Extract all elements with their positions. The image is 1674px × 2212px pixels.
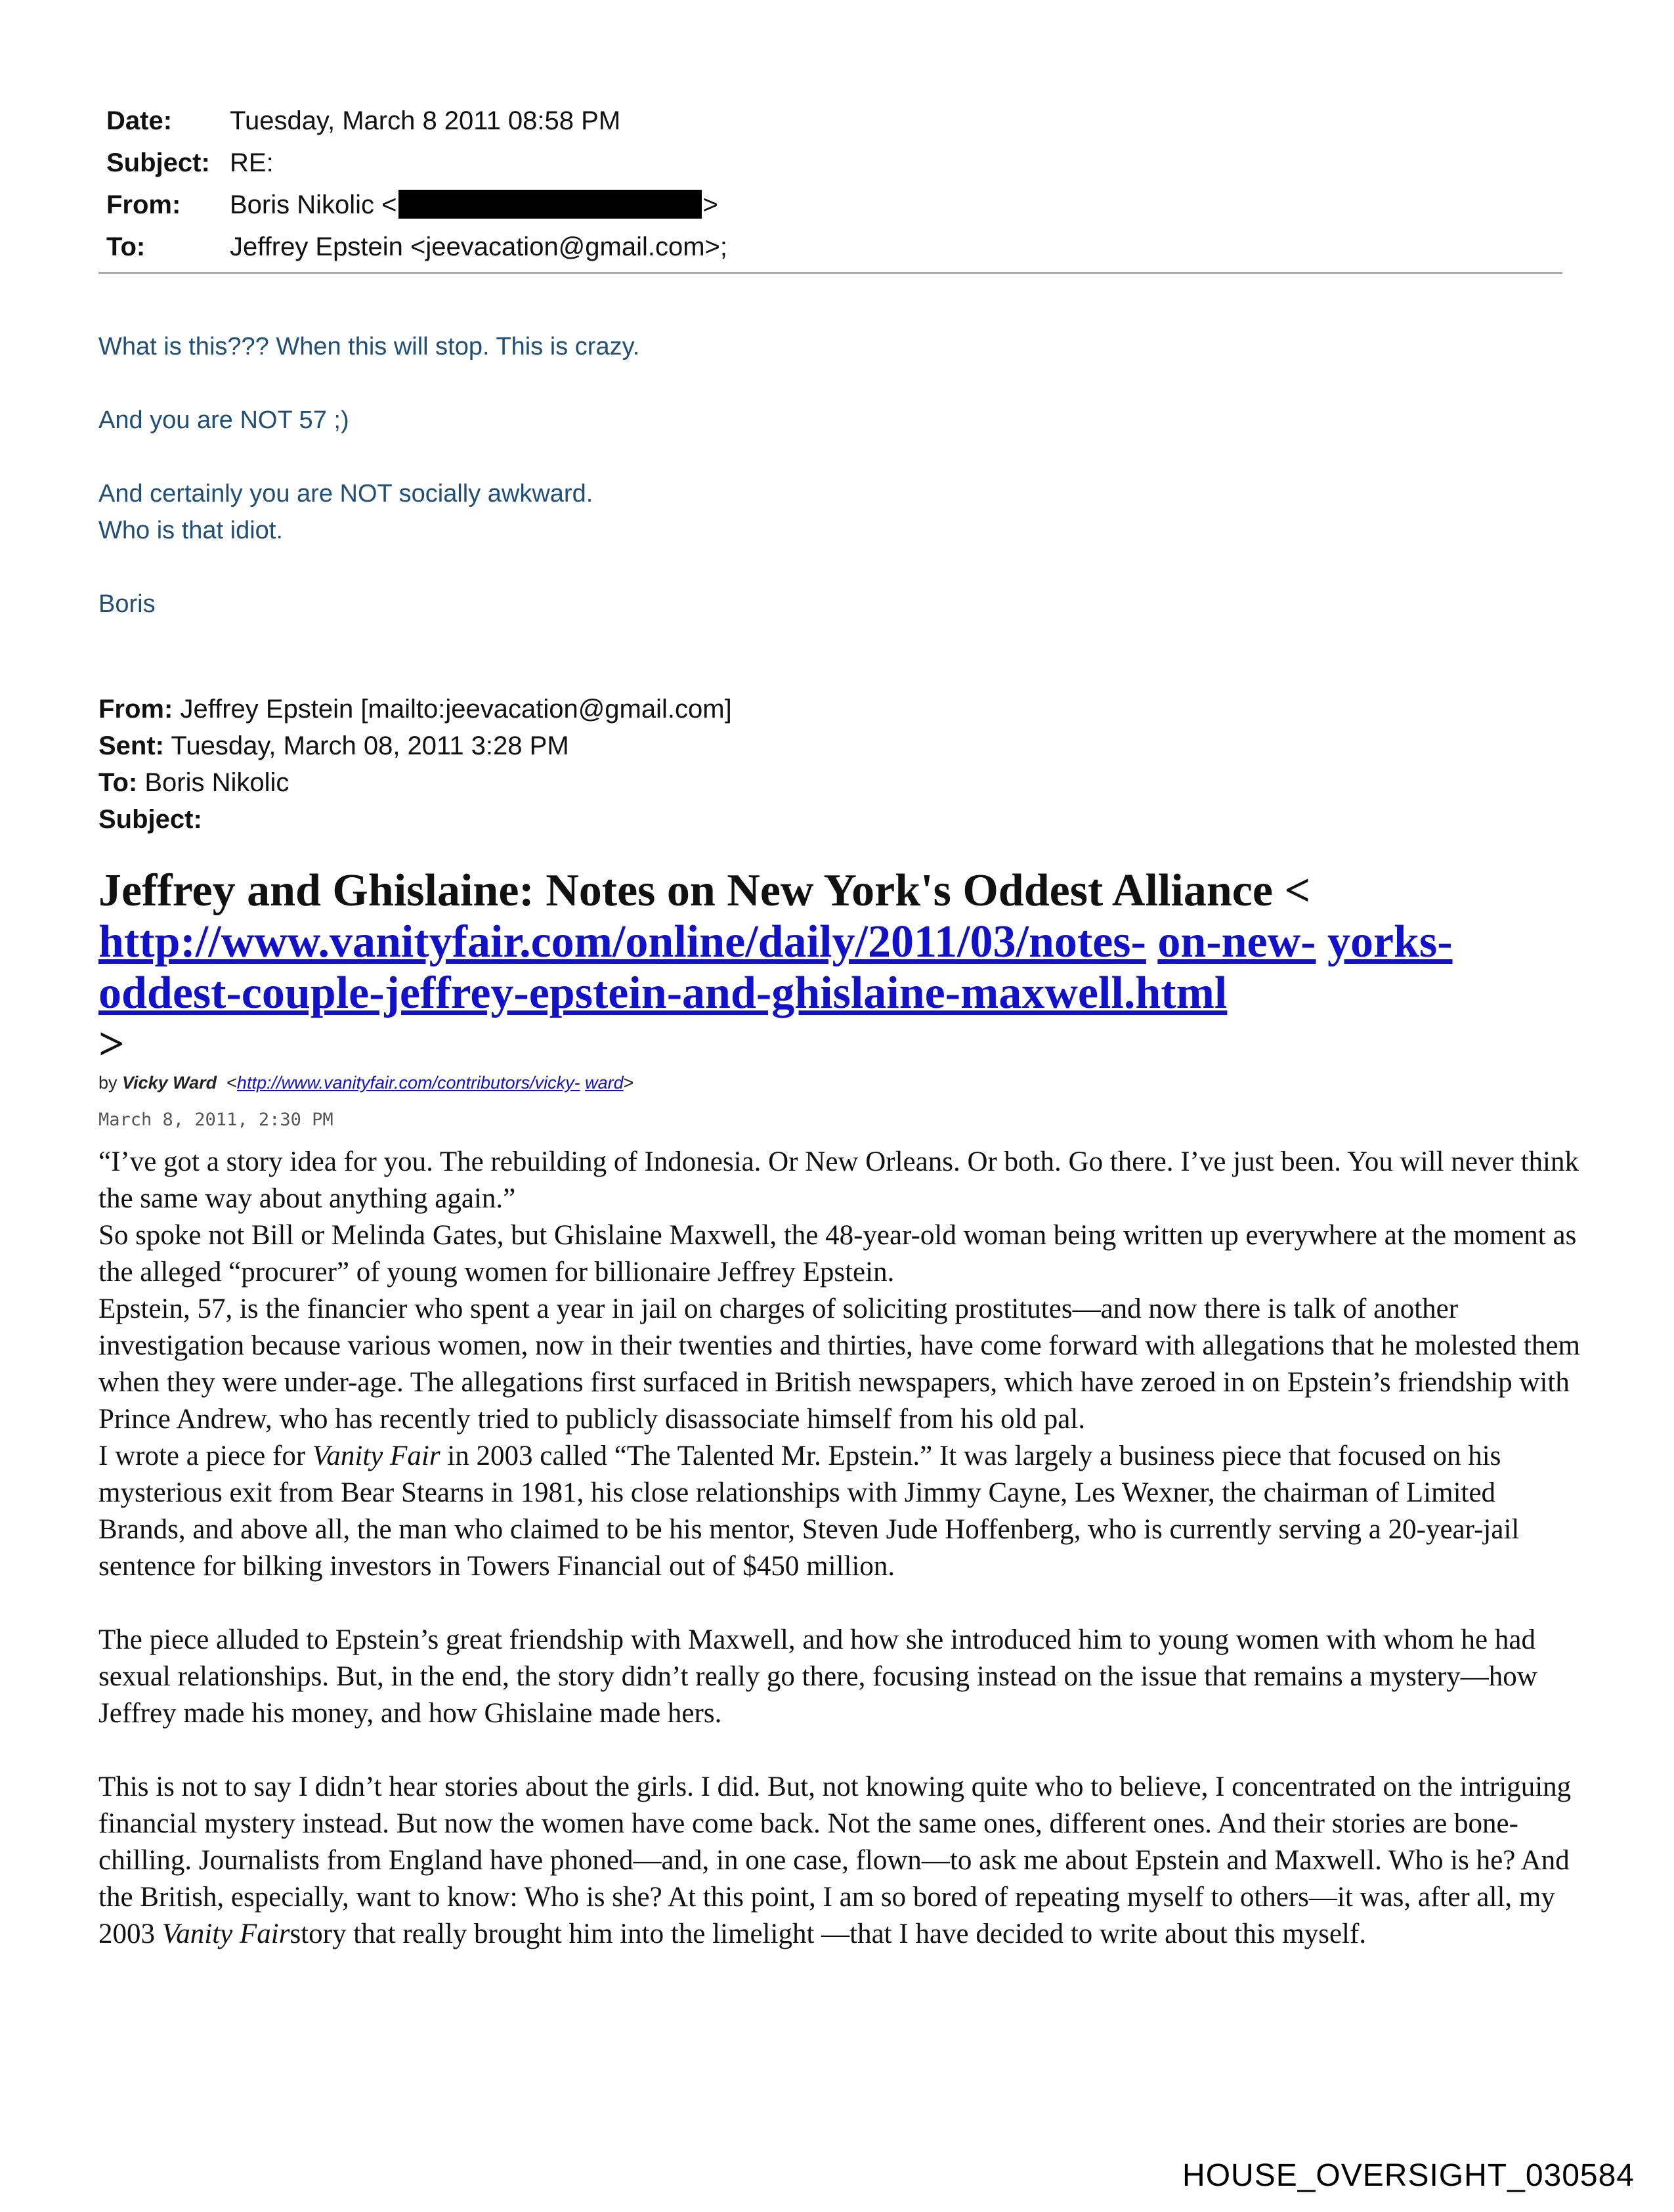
reply-message bbox=[98, 328, 639, 622]
article-title bbox=[98, 865, 1576, 1070]
email-header bbox=[106, 100, 1570, 268]
header-subject-row bbox=[106, 142, 1570, 184]
fwd-to-row bbox=[98, 764, 732, 801]
fwd-to-value: Boris Nikolic bbox=[144, 768, 290, 797]
article-title-text: Jeffrey and Ghislaine: Notes on New York's Oddest Alliance < bbox=[98, 865, 1311, 916]
paragraph-3: Epstein, 57, is the financier who spent a year in jail on charges of soliciting prostitutes—and now there is talk of another investigation because various women, now in their twenties and thirties, have come forward with allegations that he molested them when they were under-age. The allegations first surfaced in British newspapers, which have zeroed in on Epstein’s friendship with Prince Andrew, who has recently tried to publicly disassociate himself from his old pal. bbox=[98, 1293, 1580, 1435]
fwd-to-label: To: bbox=[98, 768, 138, 797]
article-title-close: > bbox=[98, 1019, 125, 1070]
paragraph-2: So spoke not Bill or Melinda Gates, but Ghislaine Maxwell, the 48-year-old woman being written up everywhere at the moment as the alleged “procurer” of young women for billionaire Jeffrey Epstein. bbox=[98, 1220, 1577, 1288]
to-label: To: bbox=[106, 232, 146, 261]
subject-value: RE: bbox=[230, 148, 274, 177]
author-link-part-2[interactable]: ward bbox=[585, 1073, 624, 1093]
fwd-sent-row bbox=[98, 727, 732, 764]
subject-label: Subject: bbox=[106, 148, 210, 177]
author-name: Vicky Ward bbox=[122, 1073, 217, 1093]
fwd-sent-label: Sent: bbox=[98, 731, 164, 760]
reply-signature: Boris bbox=[98, 590, 156, 618]
from-name: Boris Nikolic < bbox=[230, 190, 397, 219]
fwd-from-label: From: bbox=[98, 695, 173, 724]
fwd-from-row bbox=[98, 691, 732, 727]
fwd-from-value: Jeffrey Epstein [mailto:jeevacation@gmail.com] bbox=[180, 695, 732, 724]
author-link-open: < bbox=[226, 1073, 237, 1093]
article-byline bbox=[98, 1073, 633, 1093]
paragraph-6 bbox=[98, 1769, 1582, 1953]
article-link-part-3[interactable]: yorks-oddest-couple-jeffrey-epstein-and-ghislaine-maxwell.html bbox=[98, 917, 1453, 1018]
reply-line-1: What is this??? When this will stop. This is crazy. bbox=[98, 333, 640, 360]
date-label: Date: bbox=[106, 106, 173, 135]
article-date: March 8, 2011, 2:30 PM bbox=[98, 1110, 333, 1130]
article-link-part-1[interactable]: http://www.vanityfair.com/online/daily/2011/03/notes- bbox=[98, 917, 1146, 967]
paragraph-4 bbox=[98, 1438, 1582, 1585]
author-link-part-1[interactable]: http://www.vanityfair.com/contributors/vicky- bbox=[236, 1073, 580, 1093]
paragraph-4-start: I wrote a piece for bbox=[98, 1441, 312, 1471]
reply-line-4: Who is that idiot. bbox=[98, 517, 283, 544]
to-value: Jeffrey Epstein <jeevacation@gmail.com>; bbox=[230, 232, 728, 261]
article-body bbox=[98, 1144, 1582, 1953]
header-from-row bbox=[106, 184, 1570, 226]
fwd-sent-value: Tuesday, March 08, 2011 3:28 PM bbox=[171, 731, 569, 760]
fwd-subject-label: Subject: bbox=[98, 805, 202, 834]
header-divider bbox=[98, 272, 1562, 274]
paragraph-1: “I’ve got a story idea for you. The rebuilding of Indonesia. Or New Orleans. Or both. Go there. I’ve just been. You will never think the same way about anything again.” bbox=[98, 1146, 1579, 1214]
reply-line-3: And certainly you are NOT socially awkward. bbox=[98, 480, 593, 508]
forwarded-header bbox=[98, 691, 732, 838]
publication-name-2: Vanity Fair bbox=[161, 1919, 290, 1949]
header-to-row bbox=[106, 226, 1570, 268]
publication-name: Vanity Fair bbox=[312, 1441, 440, 1471]
date-value: Tuesday, March 8 2011 08:58 PM bbox=[230, 106, 621, 135]
paragraph-4-end: in 2003 called “The Talented Mr. Epstein.” It was largely a business piece that focused on his mysterious exit from Bear Stearns in 1981, his close relationships with Jimmy Cayne, Les Wexner, the chairman of Limited Brands, and above all, the man who claimed to be his mentor, Steven Jude Hoffenberg, who is currently serving a 20-year-jail sentence for bilking investors in Towers Financial out of $450 million. bbox=[98, 1441, 1520, 1582]
from-value bbox=[230, 190, 718, 220]
article-link-part-2[interactable]: on-new- bbox=[1157, 917, 1316, 967]
redaction-bar bbox=[398, 190, 702, 219]
byline-prefix: by bbox=[98, 1073, 118, 1093]
author-link-close: > bbox=[623, 1073, 634, 1093]
fwd-subject-row bbox=[98, 801, 732, 838]
paragraph-5: The piece alluded to Epstein’s great friendship with Maxwell, and how she introduced him to young women with whom he had sexual relationships. But, in the end, the story didn’t really go there, focusing instead on the issue that remains a mystery—how Jeffrey made his money, and how Ghislaine made hers. bbox=[98, 1624, 1537, 1729]
bates-number: HOUSE_OVERSIGHT_030584 bbox=[1182, 2158, 1635, 2193]
paragraph-6-start: This is not to say I didn’t hear stories about the girls. I did. But, not knowing quite who to believe, I concentrated on the intriguing financial mystery instead. But now the women have come back. Not the same ones, different ones. And their stories are bone-chilling. Journalists from England have phoned—and, in one case, flown—to ask me about Epstein and Maxwell. Who is he? And the British, especially, want to know: Who is she? At this point, I am so bored of repeating myself to others—it was, after all, my 2003 bbox=[98, 1771, 1572, 1949]
reply-line-2: And you are NOT 57 ;) bbox=[98, 406, 349, 434]
from-label: From: bbox=[106, 190, 181, 219]
from-close: > bbox=[702, 190, 718, 219]
header-date-row bbox=[106, 100, 1570, 142]
paragraph-6-end: story that really brought him into the limelight —that I have decided to write about this myself. bbox=[290, 1919, 1367, 1949]
